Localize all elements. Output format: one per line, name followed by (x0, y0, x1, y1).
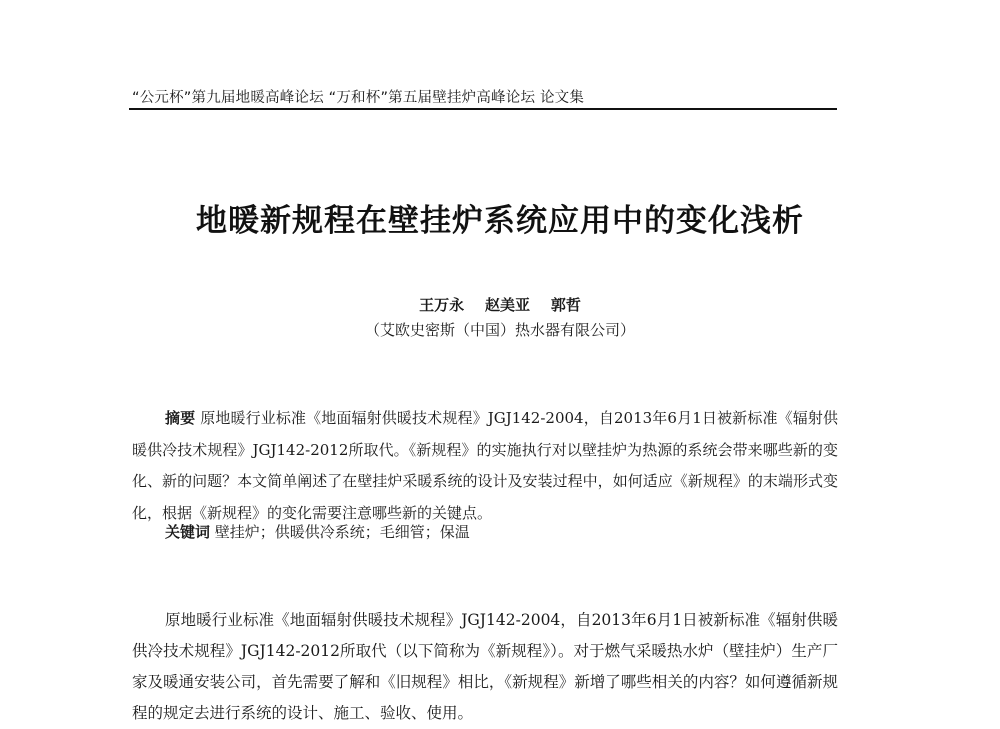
keywords-text: 壁挂炉；供暖供冷系统；毛细管；保温 (214, 523, 470, 541)
abstract-paragraph (132, 403, 838, 529)
authors: 王万永 赵美亚 郭哲 (419, 296, 581, 314)
body-text (132, 605, 838, 729)
body-paragraph-1: 原地暖行业标准《地面辐射供暖技术规程》JGJ142-2004，自2013年6月1日被新标准《辐射供暖供冷技术规程》JGJ142-2012所取代（以下简称为《新规程》）。对于燃气采暖热水炉（壁挂炉）生产厂家及暖通安装公司，首先需要了解和《旧规程》相比，《新规程》新增了哪些相关的内容？如何遵循新规程的规定去进行系统的设计、施工、验收、使用。 (132, 611, 838, 722)
abstract (132, 403, 838, 529)
paper-title: 地暖新规程在壁挂炉系统应用中的变化浅析 (196, 203, 804, 239)
abstract-label: 摘要 (165, 409, 196, 427)
header-rule (129, 108, 837, 110)
abstract-text: 原地暖行业标准《地面辐射供暖技术规程》JGJ142-2004，自2013年6月1日被新标准《辐射供暖供冷技术规程》JGJ142-2012所取代。《新规程》的实施执行对以壁挂炉为热源的系统会带来哪些新的变化、新的问题？本文简单阐述了在壁挂炉采暖系统的设计及安装过程中，如何适应《新规程》的末端形式变化，根据《新规程》的变化需要注意哪些新的关键点。 (132, 409, 838, 522)
keywords-label: 关键词 (165, 523, 211, 541)
keywords (165, 521, 470, 542)
running-header: “公元杯”第九届地暖高峰论坛 “万和杯”第五届壁挂炉高峰论坛 论文集 (132, 90, 585, 106)
affiliation: （艾欧史密斯（中国）热水器有限公司） (364, 321, 635, 339)
